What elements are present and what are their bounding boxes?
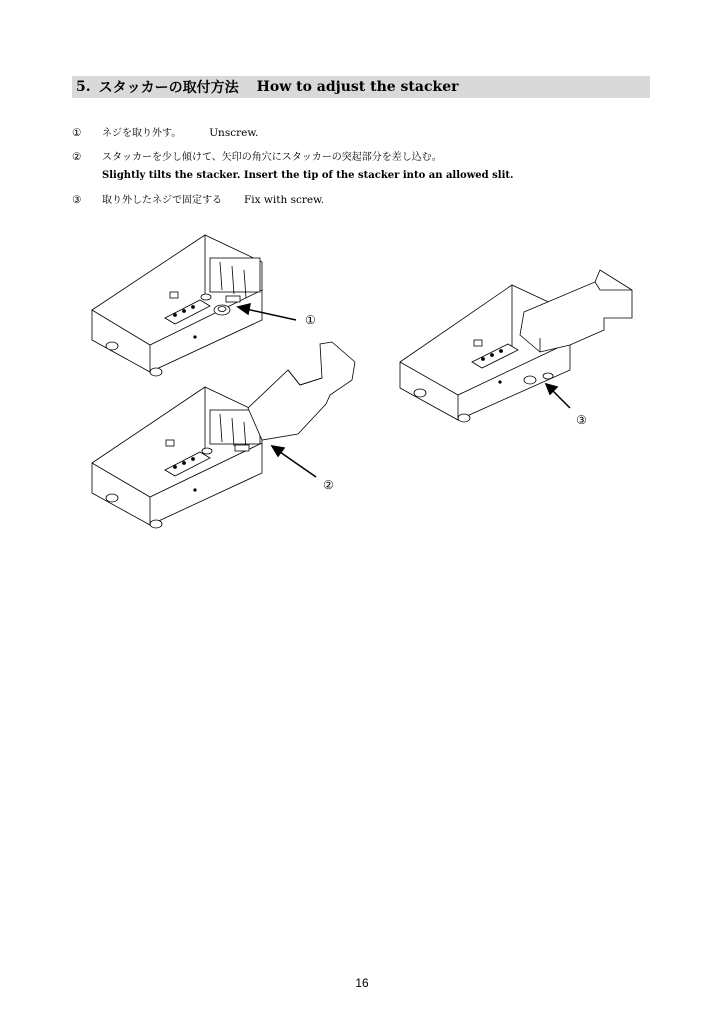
step-text-ja: スタッカーを少し傾けて、矢印の角穴にスタッカーの突起部分を差し込む。: [102, 152, 442, 163]
section-heading: [72, 76, 650, 98]
step-marker: ①: [72, 127, 82, 139]
step-2-text-en: Slightly tilts the stacker. Insert the tip of the stacker into an allowed slit.: [102, 170, 514, 181]
callout-2: ②: [323, 478, 334, 492]
callout-3: ③: [576, 413, 587, 427]
step-2: [72, 148, 442, 163]
step-marker: ③: [72, 194, 82, 206]
step-marker: ②: [72, 151, 82, 163]
step-3: [72, 191, 324, 206]
printer-illustration-2: [92, 342, 355, 528]
section-title-en: How to adjust the stacker: [256, 79, 459, 95]
printer-illustration-1: [92, 235, 262, 376]
step-text-en: Fix with screw.: [244, 194, 325, 206]
section-number: 5.: [76, 79, 91, 95]
printer-illustration-3: [400, 270, 632, 422]
page-number: 16: [355, 976, 369, 990]
step-1: [72, 124, 258, 139]
stacker-installation-diagram: [85, 228, 645, 538]
step-text-en: Unscrew.: [209, 127, 259, 139]
callout-1: ①: [305, 313, 316, 327]
step-text-ja: ネジを取り外す。: [102, 128, 182, 139]
section-title-ja: スタッカーの取付方法: [98, 80, 239, 96]
step-text-ja: 取り外したネジで固定する: [102, 195, 222, 206]
